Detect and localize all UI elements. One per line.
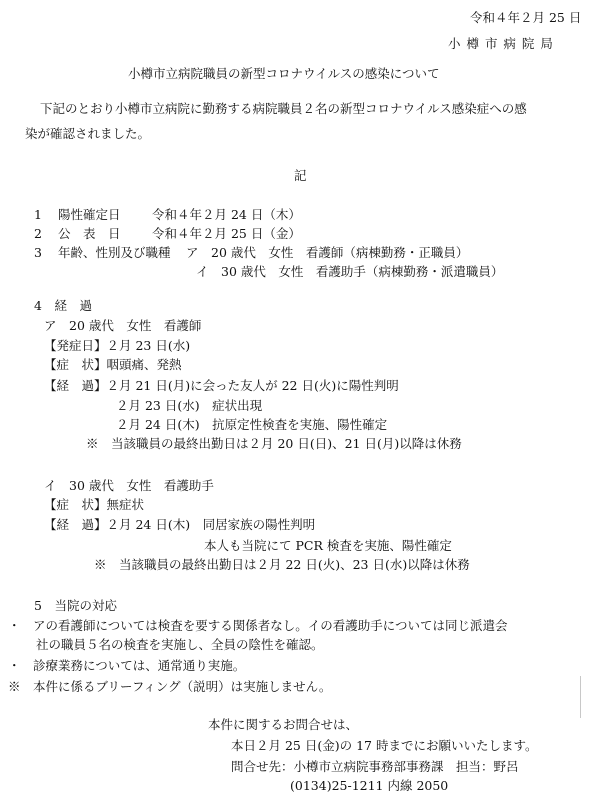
- issuer: 小 樽 市 病 院 局: [448, 36, 554, 51]
- contact-line-1: 本件に関するお問合せは、: [208, 717, 359, 732]
- course-a-event-3: ２月 24 日(木) 抗原定性検査を実施、陽性確定: [116, 417, 388, 432]
- course-a-note: ※ 当該職員の最終出勤日は２月 20 日(日)、21 日(月)以降は休務: [86, 436, 462, 451]
- response-bullet-1-cont: 社の職員５名の検査を実施し、全員の陰性を確認。: [36, 637, 324, 652]
- item-2-value: 令和４年２月 25 日（金）: [152, 226, 301, 241]
- course-b-note: ※ 当該職員の最終出勤日は２月 22 日(火)、23 日(水)以降は休務: [94, 557, 470, 572]
- contact-line-3: 問合せ先：小樽市立病院事務部事務課 担当：野呂: [231, 759, 519, 774]
- course-a-title: ア 20 歳代 女性 看護師: [44, 318, 202, 333]
- course-a-symptoms: 【症 状】咽頭痛、発熱: [44, 357, 182, 372]
- item-1-value: 令和４年２月 24 日（木）: [152, 207, 301, 222]
- course-b-symptoms: 【症 状】無症状: [44, 497, 145, 512]
- course-b-title: イ 30 歳代 女性 看護助手: [44, 478, 214, 493]
- item-1-number: 1: [34, 207, 42, 222]
- item-3-label: 年齢、性別及び職種: [58, 245, 171, 260]
- ki-heading: 記: [294, 168, 307, 183]
- response-bullet-2: ・ 診療業務については、通常通り実施。: [8, 658, 246, 673]
- response-heading: 5 当院の対応: [34, 598, 117, 613]
- release-date: 令和４年２月 25 日: [470, 10, 582, 25]
- scrollbar-edge: [580, 676, 581, 718]
- course-b-event-1: 【経 過】２月 24 日(木) 同居家族の陽性判明: [44, 517, 316, 532]
- intro-line-1: 下記のとおり小樽市立病院に勤務する病院職員２名の新型コロナウイルス感染症への感: [40, 101, 527, 116]
- item-2-number: 2: [34, 226, 42, 241]
- course-heading: 4 経 過: [34, 298, 92, 313]
- course-b-event-2: 本人も当院にて PCR 検査を実施、陽性確定: [204, 538, 452, 553]
- course-a-onset: 【発症日】２月 23 日(水): [44, 338, 191, 353]
- contact-line-2: 本日２月 25 日(金)の 17 時までにお願いいたします。: [231, 738, 538, 753]
- contact-line-4: (0134)25-1211 内線 2050: [290, 778, 449, 793]
- item-3-value: ア 20 歳代 女性 看護師（病棟勤務・正職員）: [186, 245, 469, 260]
- response-bullet-1: ・ アの看護師については検査を要する関係者なし。イの看護助手については同じ派遣会: [8, 618, 508, 633]
- course-a-event-1: 【経 過】２月 21 日(月)に会った友人が 22 日(火)に陽性判明: [44, 378, 399, 393]
- intro-line-2: 染が確認されました。: [25, 126, 151, 141]
- item-2-label: 公 表 日: [58, 226, 121, 241]
- item-3-value-2: イ 30 歳代 女性 看護助手（病棟勤務・派遣職員）: [196, 264, 504, 279]
- course-a-event-2: ２月 23 日(水) 症状出現: [116, 398, 263, 413]
- document-title: 小樽市立病院職員の新型コロナウイルスの感染について: [128, 66, 440, 81]
- response-note: ※ 本件に係るブリーフィング（説明）は実施しません。: [8, 679, 332, 694]
- item-3-number: 3: [34, 245, 42, 260]
- item-1-label: 陽性確定日: [58, 207, 121, 222]
